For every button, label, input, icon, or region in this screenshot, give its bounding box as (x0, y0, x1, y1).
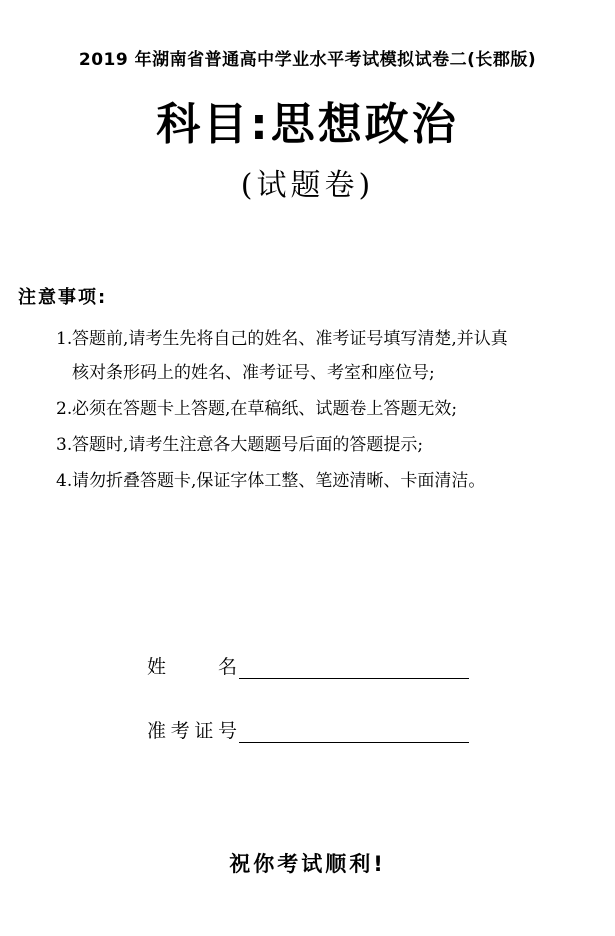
notice-item-number: 3. (56, 435, 73, 455)
notice-heading: 注意事项: (18, 287, 108, 308)
notice-item-text: 答题时,请考生注意各大题题号后面的答题提示; (72, 435, 424, 455)
notice-list (56, 322, 606, 500)
notice-item-number: 4. (56, 471, 73, 491)
exam-header: 2019 年湖南省普通高中学业水平考试模拟试卷二(长郡版) (78, 50, 537, 70)
name-blank-line[interactable] (239, 654, 469, 679)
notice-item-number: 2. (56, 399, 73, 419)
blessing-text: 祝你考试顺利! (229, 852, 386, 876)
exam-id-blank-line[interactable] (239, 718, 469, 743)
notice-item-text: 请勿折叠答题卡,保证字体工整、笔迹清晰、卡面清洁。 (72, 471, 486, 491)
exam-id-label: 准考证号 (147, 720, 237, 742)
subject-title: 科目:思想政治 (156, 99, 459, 150)
notice-item-text: 答题前,请考生先将自己的姓名、准考证号填写清楚,并认真 (72, 329, 508, 349)
notice-item-number: 1. (56, 329, 73, 349)
booklet-type: (试题卷) (240, 168, 375, 203)
exam-id-field-row (147, 716, 469, 743)
notice-item (56, 322, 606, 390)
notice-item-text-continued: 核对条形码上的姓名、准考证号、考室和座位号; (72, 363, 435, 383)
notice-item (56, 464, 606, 498)
name-field-row (147, 652, 469, 679)
notice-item (56, 392, 606, 426)
name-label: 姓名 (147, 656, 237, 678)
notice-item (56, 428, 606, 462)
notice-item-text: 必须在答题卡上答题,在草稿纸、试题卷上答题无效; (72, 399, 458, 419)
